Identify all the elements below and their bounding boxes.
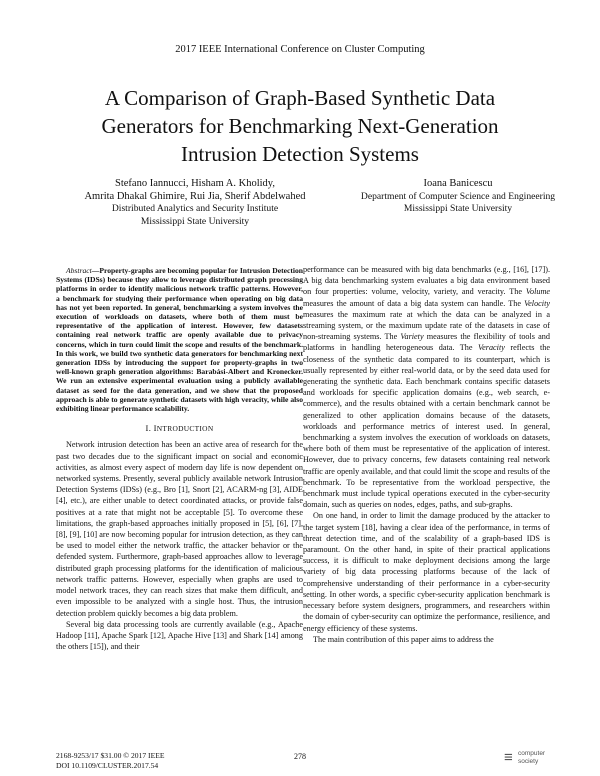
section-title-rest: NTRODUCTION <box>156 424 214 434</box>
section-heading-introduction <box>56 423 303 434</box>
text-run: performance can be measured with big data benchmarks (e.g., [16], [17]). A big data benchmarking system evaluates a big data environment based on four properties: volume, velocity, variety, and veracity. The <box>303 265 550 297</box>
computer-society-logo <box>504 747 550 771</box>
intro-paragraph-2: Several big data processing tools are currently available (e.g., Apache Hadoop [11], Apache Spark [12], Apache Hive [13] and Shark [14] among the others [15]), and their <box>56 619 303 652</box>
abstract-text: —Property-graphs are becoming popular for Intrusion Detection Systems (IDSs) because they allow to leverage distributed graph processing platforms in order to identify malicious network traffic patterns. However, a benchmark for studying their performance when operating on big data has not yet been reported. In general, benchmarking a system involves the execution of workloads on datasets, where both of them must be representative of the application of interest. However, few datasets containing real network traffic are openly available due to privacy concerns, which in turn could limit the scope and results of the benchmark. In this work, we build two synthetic data generators for benchmarking next generation IDSs by introducing the support for property-graphs in two well-known graph generation algorithms: Barabási-Albert and Kronecker. We run an extensive experimental evaluation using a publicly available dataset as seed for the data generation, and we show that the proposed approach is able to generate synthetic datasets with high veracity, while also exhibiting linear performance scalability. <box>56 266 303 414</box>
page-number: 278 <box>294 752 306 761</box>
abstract-lead: Abstract <box>66 266 92 275</box>
right-paragraph-2: On one hand, in order to limit the damage produced by the attacker to the target system [18], having a clear idea of the performance, in terms of threat detection time, and of the scalability of a graph-based IDS is paramount. On the other hand, in spite of their practical applications success, it is difficult to make deployment decisions among the large variety of big data processing platforms because of the lack of comprehensive understanding of their performance in a cyber-security setting. In other words, a specific cyber-security application benchmark is necessary before system designers, programmers, and researchers within the domain of cyber-security can optimize the performance, resilience, and energy efficiency of these systems. <box>303 511 550 633</box>
computer-society-icon: ≡ <box>504 749 513 766</box>
author-names-2: Amrita Dhakal Ghimire, Rui Jia, Sherif Abdelwahed <box>84 190 306 202</box>
intro-paragraph-1: Network intrusion detection has been an active area of research for the past two decades due to the significant impact on social and economic activities, as almost every aspect of modern day life is now dependent on networked systems. Presently, several publicly available network Intrusion Detection Systems (IDSs) (e.g., Bro [1], Snort [2], ACARM-ng [3], AIDE [4], etc.), are either unable to detect coordinated attacks, or provide false positives at a rate that might not be acceptable [5]. To overcome these limitations, the graph-based approaches initially proposed in [5], [6], [7], [8], [9], [10] are now becoming popular for intrusion detection, as they can be used to model either the network traffic, the attacker behavior or the defended system. Furthermore, graph-based approaches allow to leverage distributed graph processing platforms for the identification of malicious network traffic patterns. However, especially when graphs are used to model network traces, they can reach sizes that make them difficult, and even impossible to be analyzed with a single host. Thus, the intrusion detection problem quickly becomes a big data problem. <box>56 440 303 618</box>
text-run: measures the amount of data a big data system can handle. The <box>303 298 525 308</box>
title-line-1: A Comparison of Graph-Based Synthetic Data <box>104 86 496 110</box>
text-run: measures the maximum rate at which the data can be analyzed in a streaming system, or the maximum update rate of the datasets in case of non-streaming systems. The <box>303 309 550 342</box>
logo-text-1: computer <box>518 750 546 757</box>
text-run: measures the flexibility of tools and platforms in handling heterogeneous data. The <box>303 332 550 353</box>
logo-text-2: society <box>518 758 539 765</box>
author-department: Department of Computer Science and Engineering <box>360 190 556 202</box>
author-university: Mississippi State University <box>403 203 513 214</box>
author-university: Mississippi State University <box>140 215 250 227</box>
text-run: reflects the closeness of the synthetic data compared to its counterpart, which is usually represented by either real-world data, or by the seed data used for generating the synthetic data. Each benchmark contains specific datasets and workloads for specific application domains (e.g., web search, e-commerce), and the results obtained with a certain benchmark cannot be generalized to other application domains because of the datasets, workloads and performance metrics of interest used. In general, benchmarking a system involves the execution of workloads on datasets, where both of them must be representative of the application of interest. However, due to privacy concerns, few datasets containing real network traffic are openly available, and that could limit the scope and results of the benchmark. To be representative from the workload perspective, the benchmark must include typical operations executed in the cyber-security domain, such as queries on nodes, edges, paths, and sub-graphs. <box>303 343 550 510</box>
right-column <box>303 264 550 645</box>
section-number: I. <box>145 423 152 434</box>
term-velocity: Velocity <box>524 298 550 308</box>
author-block-right <box>348 178 568 216</box>
author-department: Distributed Analytics and Security Institute <box>111 203 279 214</box>
left-column <box>56 266 303 652</box>
author-block-left <box>60 178 330 228</box>
term-veracity: Veracity <box>478 343 505 353</box>
footer-issn: 2168-9253/17 $31.00 © 2017 IEEE <box>56 751 165 760</box>
term-variety: Variety <box>400 332 424 342</box>
section-title-first: I <box>153 423 157 434</box>
right-paragraph-3: The main contribution of this paper aims to address the <box>313 634 494 644</box>
term-volume: Volume <box>525 287 550 297</box>
conference-header: 2017 IEEE International Conference on Cluster Computing <box>175 44 425 55</box>
abstract <box>56 266 303 413</box>
title-line-2: Generators for Benchmarking Next-Generation <box>101 114 499 138</box>
author-names: Ioana Banicescu <box>423 178 493 189</box>
title-line-3: Intrusion Detection Systems <box>181 142 419 166</box>
paper-title <box>40 84 560 168</box>
footer-doi: DOI 10.1109/CLUSTER.2017.54 <box>56 760 159 770</box>
right-paragraph-1 <box>303 264 550 510</box>
author-names-1: Stefano Iannucci, Hisham A. Kholidy, <box>115 178 275 189</box>
